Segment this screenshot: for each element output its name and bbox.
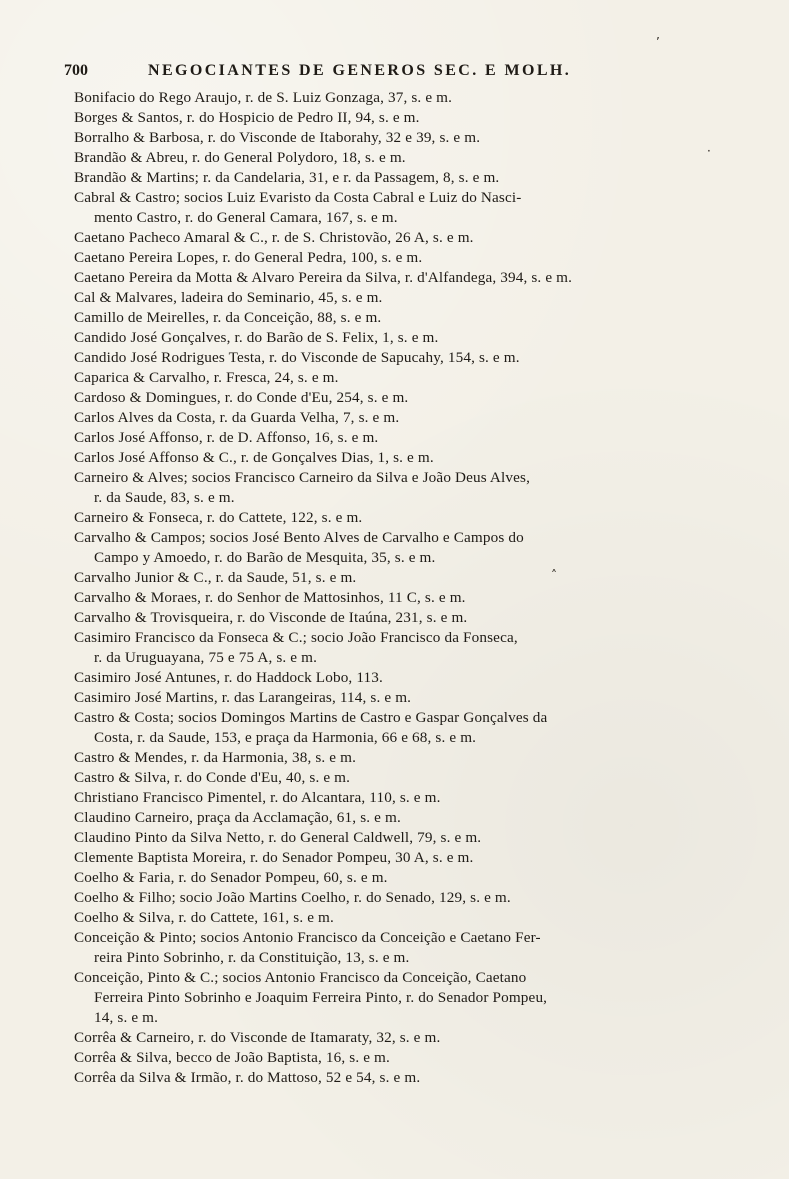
directory-entry	[74, 1048, 734, 1068]
entry-continuation-line: r. da Saude, 83, s. e m.	[94, 489, 235, 506]
directory-entry	[74, 968, 734, 1028]
directory-entry	[74, 448, 734, 468]
directory-entry	[74, 148, 734, 168]
entry-line: Corrêa & Carneiro, r. do Visconde de Itamaraty, 32, s. e m.	[74, 1029, 441, 1046]
directory-entry	[74, 748, 734, 768]
entry-line: Caetano Pacheco Amaral & C., r. de S. Christovão, 26 A, s. e m.	[74, 229, 474, 246]
entry-line: Christiano Francisco Pimentel, r. do Alcantara, 110, s. e m.	[74, 789, 441, 806]
entry-line: Clemente Baptista Moreira, r. do Senador Pompeu, 30 A, s. e m.	[74, 849, 474, 866]
directory-entry	[74, 828, 734, 848]
directory-entry	[74, 608, 734, 628]
directory-entry	[74, 328, 734, 348]
entry-line: Borges & Santos, r. do Hospicio de Pedro II, 94, s. e m.	[74, 109, 420, 126]
entry-line: Carlos José Affonso, r. de D. Affonso, 16, s. e m.	[74, 429, 379, 446]
directory-entry	[74, 808, 734, 828]
entry-line: Casimiro José Martins, r. das Larangeiras, 114, s. e m.	[74, 689, 412, 706]
entry-line: Conceição, Pinto & C.; socios Antonio Francisco da Conceição, Caetano	[74, 969, 527, 986]
entry-line: Brandão & Abreu, r. do General Polydoro, 18, s. e m.	[74, 149, 406, 166]
entry-continuation-line: Ferreira Pinto Sobrinho e Joaquim Ferreira Pinto, r. do Senador Pompeu,	[94, 989, 548, 1006]
entry-line: Carlos Alves da Costa, r. da Guarda Velha, 7, s. e m.	[74, 409, 400, 426]
page-number: 700	[64, 62, 88, 79]
directory-entry	[74, 588, 734, 608]
directory-entry	[74, 908, 734, 928]
directory-entry	[74, 568, 734, 588]
directory-entry	[74, 248, 734, 268]
entry-continuation-line: mento Castro, r. do General Camara, 167, s. e m.	[94, 209, 398, 226]
directory-entry	[74, 368, 734, 388]
entry-line: Borralho & Barbosa, r. do Visconde de Itaborahy, 32 e 39, s. e m.	[74, 129, 481, 146]
directory-entry	[74, 348, 734, 368]
entry-line: Claudino Pinto da Silva Netto, r. do General Caldwell, 79, s. e m.	[74, 829, 482, 846]
entry-line: Castro & Silva, r. do Conde d'Eu, 40, s. e m.	[74, 769, 351, 786]
directory-entry	[74, 668, 734, 688]
entry-line: Castro & Mendes, r. da Harmonia, 38, s. e m.	[74, 749, 357, 766]
directory-entry	[74, 428, 734, 448]
directory-entry	[74, 388, 734, 408]
entry-line: Coelho & Faria, r. do Senador Pompeu, 60, s. e m.	[74, 869, 388, 886]
directory-entry	[74, 768, 734, 788]
directory-entry	[74, 408, 734, 428]
entry-line: Corrêa da Silva & Irmão, r. do Mattoso, 52 e 54, s. e m.	[74, 1069, 421, 1086]
directory-entry	[74, 508, 734, 528]
entry-continuation-line: r. da Uruguayana, 75 e 75 A, s. e m.	[94, 649, 318, 666]
entry-line: Carneiro & Fonseca, r. do Cattete, 122, s. e m.	[74, 509, 363, 526]
entry-line: Coelho & Silva, r. do Cattete, 161, s. e m.	[74, 909, 334, 926]
running-title: NEGOCIANTES DE GENEROS SEC. E MOLH.	[148, 62, 572, 79]
directory-entry	[74, 688, 734, 708]
directory-entry	[74, 468, 734, 508]
entry-continuation-line: Costa, r. da Saude, 153, e praça da Harmonia, 66 e 68, s. e m.	[94, 729, 477, 746]
entry-line: Cardoso & Domingues, r. do Conde d'Eu, 254, s. e m.	[74, 389, 409, 406]
directory-entry	[74, 168, 734, 188]
entry-line: Candido José Rodrigues Testa, r. do Visconde de Sapucahy, 154, s. e m.	[74, 349, 520, 366]
entry-line: Corrêa & Silva, becco de João Baptista, 16, s. e m.	[74, 1049, 390, 1066]
entry-continuation-line: reira Pinto Sobrinho, r. da Constituição, 13, s. e m.	[94, 949, 410, 966]
entry-line: Cabral & Castro; socios Luiz Evaristo da Costa Cabral e Luiz do Nasci-	[74, 189, 522, 206]
directory-entry	[74, 528, 734, 568]
entry-continuation-line: Campo y Amoedo, r. do Barão de Mesquita, 35, s. e m.	[94, 549, 436, 566]
entry-line: Conceição & Pinto; socios Antonio Francisco da Conceição e Caetano Fer-	[74, 929, 541, 946]
entry-line: Caetano Pereira da Motta & Alvaro Pereira da Silva, r. d'Alfandega, 394, s. e m.	[74, 269, 573, 286]
directory-entry	[74, 628, 734, 668]
entry-line: Carneiro & Alves; socios Francisco Carneiro da Silva e João Deus Alves,	[74, 469, 531, 486]
entry-line: Coelho & Filho; socio João Martins Coelho, r. do Senado, 129, s. e m.	[74, 889, 511, 906]
entry-line: Caetano Pereira Lopes, r. do General Pedra, 100, s. e m.	[74, 249, 423, 266]
directory-entry	[74, 848, 734, 868]
directory-entry	[74, 788, 734, 808]
ink-speck: ·	[707, 144, 711, 158]
entry-line: Camillo de Meirelles, r. da Conceição, 88, s. e m.	[74, 309, 382, 326]
entry-line: Bonifacio do Rego Araujo, r. de S. Luiz Gonzaga, 37, s. e m.	[74, 89, 453, 106]
entry-line: Brandão & Martins; r. da Candelaria, 31, e r. da Passagem, 8, s. e m.	[74, 169, 500, 186]
entry-line: Cal & Malvares, ladeira do Seminario, 45, s. e m.	[74, 289, 383, 306]
directory-entry	[74, 268, 734, 288]
entry-line: Carlos José Affonso & C., r. de Gonçalves Dias, 1, s. e m.	[74, 449, 434, 466]
directory-entry	[74, 1068, 734, 1088]
directory-entry	[74, 308, 734, 328]
entry-line: Carvalho Junior & C., r. da Saude, 51, s. e m.	[74, 569, 357, 586]
ink-speck: ˄	[551, 568, 557, 582]
entry-line: Carvalho & Campos; socios José Bento Alves de Carvalho e Campos do	[74, 529, 524, 546]
page-header	[64, 62, 714, 84]
directory-entry	[74, 708, 734, 748]
directory-entry	[74, 288, 734, 308]
directory-entry	[74, 88, 734, 108]
entry-line: Claudino Carneiro, praça da Acclamação, 61, s. e m.	[74, 809, 401, 826]
entry-line: Caparica & Carvalho, r. Fresca, 24, s. e m.	[74, 369, 339, 386]
entry-line: Casimiro José Antunes, r. do Haddock Lobo, 113.	[74, 669, 383, 686]
directory-entry	[74, 868, 734, 888]
directory-entry	[74, 928, 734, 968]
entry-line: Carvalho & Moraes, r. do Senhor de Mattosinhos, 11 C, s. e m.	[74, 589, 466, 606]
entry-continuation-line: 14, s. e m.	[94, 1009, 159, 1026]
entry-line: Castro & Costa; socios Domingos Martins de Castro e Gaspar Gonçalves da	[74, 709, 548, 726]
entry-line: Candido José Gonçalves, r. do Barão de S. Felix, 1, s. e m.	[74, 329, 439, 346]
directory-entry	[74, 1028, 734, 1048]
directory-entry	[74, 228, 734, 248]
directory-entry	[74, 108, 734, 128]
entry-line: Carvalho & Trovisqueira, r. do Visconde de Itaúna, 231, s. e m.	[74, 609, 468, 626]
directory-list	[74, 88, 734, 1098]
directory-entry	[74, 188, 734, 228]
ink-speck: ’	[656, 35, 660, 49]
directory-entry	[74, 888, 734, 908]
directory-entry	[74, 128, 734, 148]
entry-line: Casimiro Francisco da Fonseca & C.; socio João Francisco da Fonseca,	[74, 629, 518, 646]
